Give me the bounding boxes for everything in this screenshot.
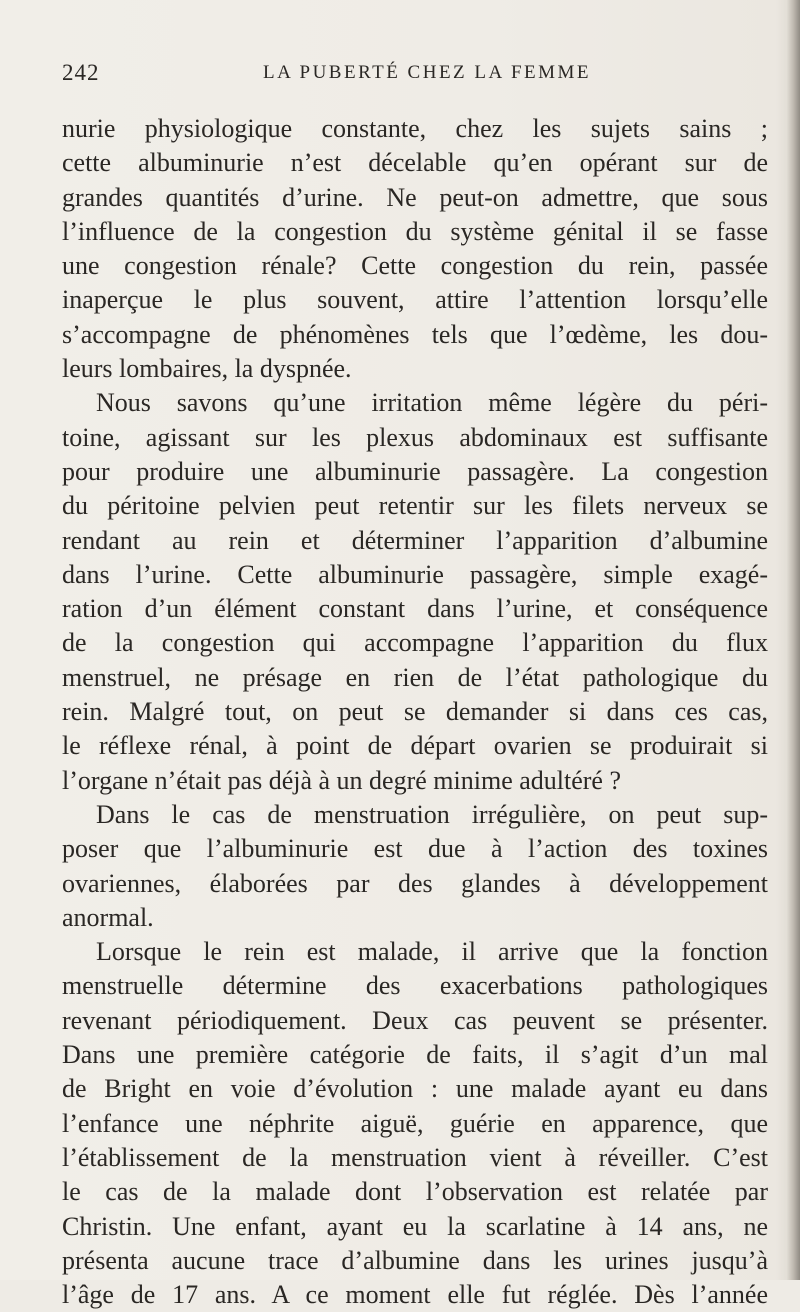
text-line: l’établissement de la menstruation vient à réveiller. C’est (62, 1142, 768, 1172)
text-line: l’âge de 17 ans. A ce moment elle fut réglée. Dès l’année (62, 1280, 768, 1310)
text-line: rendant au rein et déterminer l’apparition d’albumine (62, 525, 768, 555)
text-line: une congestion rénale? Cette congestion du rein, passée (62, 251, 768, 281)
text-line: rein. Malgré tout, on peut se demander si dans ces cas, (62, 697, 768, 727)
text-line: dans l’urine. Cette albuminurie passagère, simple exagé- (62, 559, 768, 589)
page-edge-shadow (786, 0, 800, 1280)
text-line: nurie physiologique constante, chez les sujets sains ; (62, 114, 768, 143)
paragraph-start-line: Dans le cas de menstruation irrégulière, on peut sup- (96, 799, 768, 829)
text-line: inaperçue le plus souvent, attire l’attention lorsqu’elle (62, 285, 768, 315)
text-line: le réflexe rénal, à point de départ ovarien se produirait si (62, 731, 768, 761)
text-line: du péritoine pelvien peut retentir sur les filets nerveux se (62, 491, 768, 521)
text-line: l’enfance une néphrite aiguë, guérie en apparence, que (62, 1108, 768, 1138)
text-line: poser que l’albuminurie est due à l’action des toxines (62, 834, 768, 864)
text-line: de la congestion qui accompagne l’apparition du flux (62, 628, 768, 658)
paragraph-start-line: Lorsque le rein est malade, il arrive que la fonction (96, 937, 768, 967)
text-line: anormal. (62, 902, 154, 932)
text-line: de Bright en voie d’évolution : une malade ayant eu dans (62, 1074, 768, 1104)
text-line: Dans une première catégorie de faits, il s’agit d’un mal (62, 1040, 768, 1070)
body-text (62, 112, 768, 1312)
paragraph-start-line: Nous savons qu’une irritation même légère du péri- (96, 388, 768, 418)
running-title: LA PUBERTÉ CHEZ LA FEMME (262, 62, 592, 83)
text-line: présenta aucune trace d’albumine dans les urines jusqu’à (62, 1245, 768, 1275)
text-line: l’influence de la congestion du système génital il se fasse (62, 216, 768, 246)
text-line: menstruel, ne présage en rien de l’état pathologique du (62, 662, 768, 692)
text-line: revenant périodiquement. Deux cas peuvent se présenter. (62, 1005, 768, 1035)
text-line: cette albuminurie n’est décelable qu’en opérant sur de (62, 148, 768, 178)
text-line: ration d’un élément constant dans l’urine, et conséquence (62, 594, 768, 624)
text-line: pour produire une albuminurie passagère. La congestion (62, 456, 768, 486)
text-line: leurs lombaires, la dyspnée. (62, 354, 352, 384)
page-number: 242 (62, 60, 100, 85)
page-header (62, 60, 762, 94)
text-line: l’organe n’était pas déjà à un degré minime adultéré ? (62, 765, 621, 795)
text-line: grandes quantités d’urine. Ne peut-on admettre, que sous (62, 182, 768, 212)
text-line: Christin. Une enfant, ayant eu la scarlatine à 14 ans, ne (62, 1211, 768, 1241)
text-line: menstruelle détermine des exacerbations pathologiques (62, 971, 768, 1001)
text-line: le cas de la malade dont l’observation est relatée par (62, 1177, 768, 1207)
text-line: toine, agissant sur les plexus abdominaux est suffisante (62, 422, 768, 452)
text-line: s’accompagne de phénomènes tels que l’œdème, les dou- (62, 319, 768, 349)
text-line: ovariennes, élaborées par des glandes à développement (62, 868, 768, 898)
